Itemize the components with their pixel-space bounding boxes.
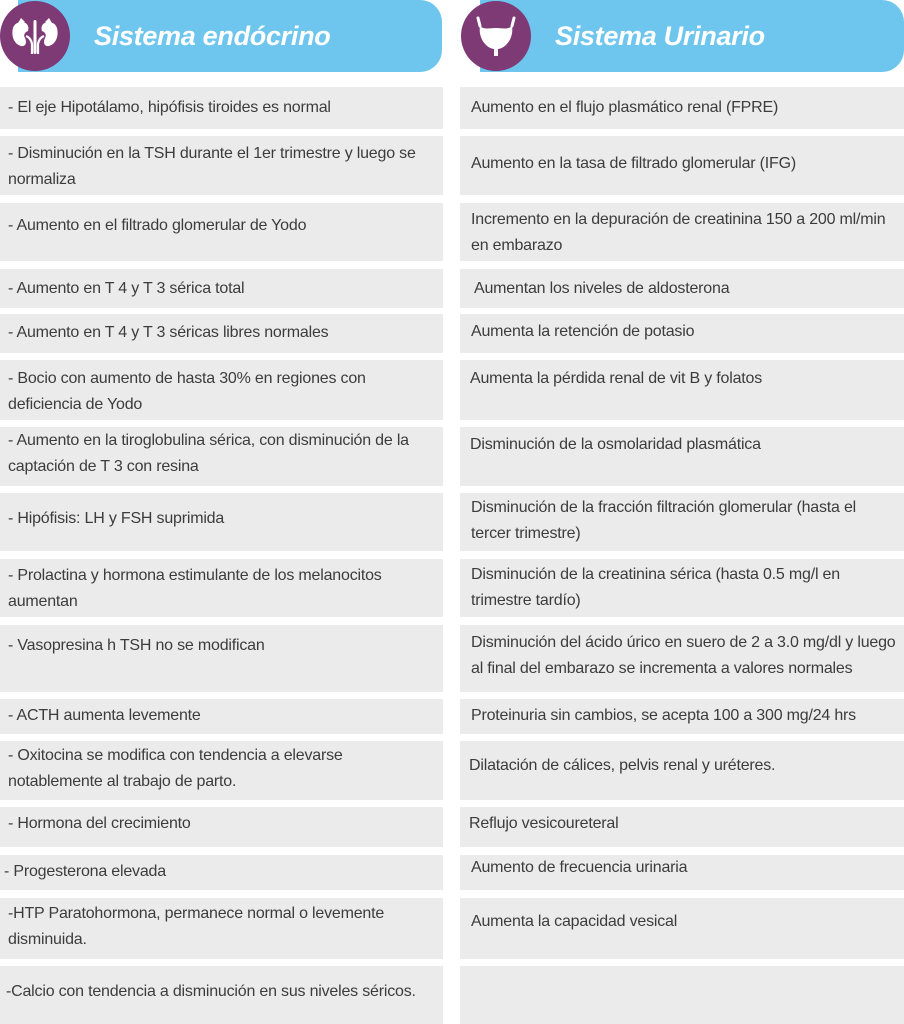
list-item: -HTP Paratohormona, permanece normal o levemente disminuida. (0, 898, 443, 959)
list-item: - Aumento en T 4 y T 3 séricas libres normales (0, 314, 443, 353)
kidneys-adrenal-icon (0, 1, 70, 71)
list-item: - Bocio con aumento de hasta 30% en regiones con deficiencia de Yodo (0, 360, 443, 420)
header-sistema-endocrino (18, 0, 442, 72)
list-item: - Hormona del crecimiento (0, 807, 443, 847)
list-item: Disminución del ácido úrico en suero de 2 a 3.0 mg/dl y luego al final del embarazo se incrementa a valores normales (460, 625, 904, 692)
list-item: Proteinuria sin cambios, se acepta 100 a 300 mg/24 hrs (460, 699, 904, 734)
list-item: - Vasopresina h TSH no se modifican (0, 625, 443, 692)
list-item: -Calcio con tendencia a disminución en sus niveles séricos. (0, 966, 443, 1024)
list-item: Reflujo vesicoureteral (460, 807, 904, 847)
list-item: - Hipófisis: LH y FSH suprimida (0, 493, 443, 551)
list-item: Aumenta la pérdida renal de vit B y folatos (460, 360, 904, 420)
list-item: - ACTH aumenta levemente (0, 699, 443, 734)
header-sistema-urinario (480, 0, 904, 72)
header-title-endocrino: Sistema endócrino (94, 20, 331, 51)
list-item: Aumentan los niveles de aldosterona (460, 269, 904, 308)
list-item: Incremento en la depuración de creatinina 150 a 200 ml/min en embarazo (460, 203, 904, 261)
list-item: - El eje Hipotálamo, hipófisis tiroides es normal (0, 87, 443, 129)
list-item-empty (460, 966, 904, 1024)
header-title-urinario: Sistema Urinario (555, 20, 765, 51)
list-item: Aumenta la retención de potasio (460, 314, 904, 353)
list-item: Disminución de la osmolaridad plasmática (460, 427, 904, 486)
list-item: Aumento en la tasa de filtrado glomerular (IFG) (460, 136, 904, 195)
list-item: - Aumento en la tiroglobulina sérica, con disminución de la captación de T 3 con resina (0, 427, 443, 486)
list-item: - Progesterona elevada (0, 855, 443, 890)
list-item: Aumenta la capacidad vesical (460, 898, 904, 959)
list-item: Disminución de la fracción filtración glomerular (hasta el tercer trimestre) (460, 493, 904, 551)
list-item: - Disminución en la TSH durante el 1er trimestre y luego se normaliza (0, 136, 443, 195)
list-item: - Aumento en T 4 y T 3 sérica total (0, 269, 443, 308)
list-item: - Oxitocina se modifica con tendencia a elevarse notablemente al trabajo de parto. (0, 741, 443, 800)
list-item: - Aumento en el filtrado glomerular de Yodo (0, 203, 443, 261)
bladder-icon (461, 1, 531, 71)
list-item: Disminución de la creatinina sérica (hasta 0.5 mg/l en trimestre tardío) (460, 559, 904, 617)
list-item: Aumento en el flujo plasmático renal (FPRE) (460, 87, 904, 129)
list-item: Dilatación de cálices, pelvis renal y uréteres. (460, 741, 904, 800)
list-item: - Prolactina y hormona estimulante de los melanocitos aumentan (0, 559, 443, 617)
list-item: Aumento de frecuencia urinaria (460, 855, 904, 890)
